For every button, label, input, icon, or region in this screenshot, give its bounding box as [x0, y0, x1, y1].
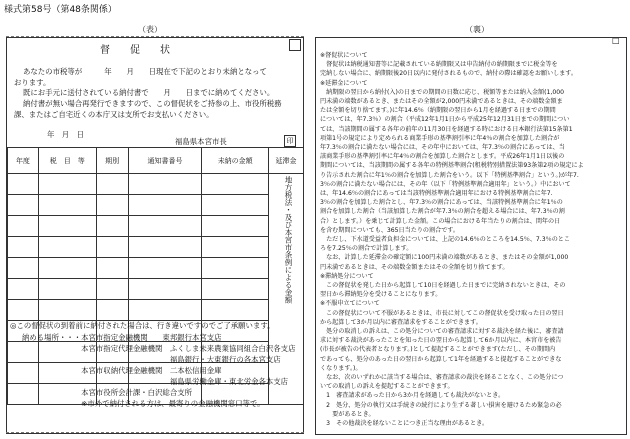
body-line: 求に対する裁決があったことを知った日の翌日から起算して6か月以内に、本宮市を被告 [320, 337, 562, 345]
issue-date: 年 月 日 [47, 130, 84, 139]
body-line: 割合を加算した割合（当該加算した割合が年7.3％の割合を超える場合には、年7.3％の割 [320, 208, 565, 216]
section-heading: ※延滞金について [320, 79, 368, 87]
table-cell [38, 237, 96, 258]
body-line: 3％の割合を加算した割合とし、年7.3％の割合にあっては、当該特例基準割合に年1％の [320, 199, 563, 207]
body-line: 1 審査請求があった日から3か月を経過しても裁決がないとき。 [320, 392, 505, 400]
body-line: り告示された割合に年1％の割合を加算した割合をいう。以下「特例基準割合」という。)が年7. [320, 171, 579, 179]
body-line: 合）とします。）を乗じて計算した金額。この場合における年当たりの割合は、閏年の日 [320, 217, 561, 225]
header-unpaid-amount: 未納の金額 [202, 148, 269, 174]
body-line: から起算して3か月以内に審査請求をすることができます。 [320, 318, 482, 326]
paragraph-line: あなたの市税等が 年 月 日現在で下記のとおり未納となって [23, 67, 267, 76]
body-line: であっても、処分のあった日の翌日から起算して1年を経過すると提起することができな [320, 355, 562, 363]
body-line: たは全額を切り捨てます。)に年14.6％（納期限の翌日から1月を経過する日までの期間 [320, 107, 556, 115]
table-cell [202, 279, 269, 300]
section-heading: ※滞納処分について [320, 272, 374, 280]
table-cell [202, 300, 269, 321]
body-line: 督促状は納税通知書等に記載されている納期限又は申告納付の納期限までに税金等を [320, 61, 558, 69]
footer-line: 納める場所・・・本宮市指定金融機関 東邦銀行本宮支店 [22, 333, 222, 342]
table-row [8, 279, 304, 300]
notice-title: 督 促 状 [100, 45, 175, 56]
issuer-name: 福島県本宮市長 [175, 137, 227, 146]
back-side-label: （裏） [465, 25, 489, 34]
section-heading: ※督促状について [320, 52, 368, 59]
table-cell [128, 300, 202, 321]
header-fiscal-year: 年度 [8, 148, 39, 174]
footer-line: 福島県労働金庫・東北労金各本支店 [22, 377, 289, 386]
table-cell [96, 300, 128, 321]
footer-line: 本宮市役所会計課・白沢総合支所 [22, 388, 192, 397]
table-row [8, 195, 304, 216]
body-line: この督促状について不服があるときは、市長に対してこの督促状を受け取った日の翌日 [320, 309, 564, 317]
paragraph-line: 既にお手元に送付されている納付書で 月 日までに納めてください。 [23, 88, 275, 97]
body-line: 円未満の端数があるとき、またはその全額が2,000円未満であるときは、その端数金額ま [320, 98, 563, 105]
table-cell [128, 195, 202, 216]
body-line: 納期限の翌日から納付(入)の日までの期間の日数に応じ、税額等または納入金額(1,000 [320, 88, 564, 96]
body-line: 3 その他裁決を経ないことにつき正当な理由があるとき。 [320, 420, 489, 427]
body-line: なお、次のいずれかに該当する場合は、審査請求の裁決を経ることなく、この処分につ [320, 374, 564, 381]
body-line: 該商業手形の基準割引率に年4％の割合を加算した割合とします。平成26年1月1日以後の [320, 153, 565, 161]
table-cell [38, 279, 96, 300]
body-line: 円未満であるときは、その端数金額またはその全額を切り捨てます。 [320, 263, 509, 271]
table-row [8, 258, 304, 279]
body-line: 要があるとき。 [320, 410, 375, 418]
footer-line: 本宮市指定代理金融機関 ふくしま未来農業協同組合白沢各支店 [22, 344, 296, 353]
table-cell [8, 216, 39, 237]
corner-mark: □ [612, 36, 620, 45]
table-cell [96, 258, 128, 279]
footer-line: ◎この督促状の到着前に納付された場合は、行き違いですのでご了承願います。 [10, 321, 275, 330]
header-period: 期別 [96, 148, 128, 174]
table-cell [38, 195, 96, 216]
form-number: 様式第58号（第48条関係） [4, 5, 117, 15]
body-line: 年7.3％の割合に満たない場合には、その年中においては、年7.3％の割合にあっては、当 [320, 144, 565, 151]
body-line: ろを7.25％の割合で計算します。 [320, 245, 413, 253]
body-line: については、年7.3％）の割合（平成12年1月1日から平成25年12月31日までの期間につい [320, 116, 570, 124]
table-cell [96, 216, 128, 237]
footer-line: ※市外で納付される方は、最寄りの金融機関窓口等で。 [22, 399, 265, 408]
table-cell [96, 174, 128, 195]
body-line: 翌日から滞納処分を受けることになります。 [320, 291, 442, 299]
header-notice-number: 通知書番号 [128, 148, 202, 174]
body-line: は、年14.6％の割合にあっては当該特例基準割合適用年における特例基準割合に年7. [320, 190, 553, 197]
front-side-label: （表） [138, 25, 162, 34]
table-cell [202, 216, 269, 237]
table-row [8, 174, 304, 195]
header-late-charge: 延滞金 [269, 148, 304, 174]
table-row [8, 300, 304, 321]
body-line: くなります。)。 [320, 364, 362, 372]
paragraph-line: おります。 [14, 78, 51, 87]
header-tax-item: 税 目 等 [38, 148, 96, 174]
table-cell [8, 300, 39, 321]
table-cell [128, 237, 202, 258]
table-cell [8, 258, 39, 279]
table-cell [96, 279, 128, 300]
table-header-row [8, 148, 304, 174]
body-line: この督促状を発した日から起算して10日を経過した日までに完納されないときは、その [320, 282, 566, 289]
table-row [8, 237, 304, 258]
body-line: 完納しない場合に、納期限後20日以内に発付されるもので、納付の際は確認をお願いします。 [320, 70, 577, 78]
late-charge-note: 地方税法・及び本宮市条例による金額 [284, 176, 293, 304]
body-line: 処分の取消しの訴えは、この処分についての審査請求に対する裁決を経た後に、審査請 [320, 328, 564, 335]
table-cell [202, 195, 269, 216]
table-cell [128, 174, 202, 195]
table-cell [8, 174, 39, 195]
footer-line: 福島銀行・大東銀行の各本宮支店 [22, 355, 281, 364]
paragraph-line: 課、またはご自宅近くの本庁又は支所でお支払いください。 [14, 110, 214, 119]
table-cell [8, 237, 39, 258]
perforation-bottom [6, 432, 304, 433]
table-cell [202, 237, 269, 258]
table-cell [38, 258, 96, 279]
paragraph-line: 納付書が無い場合再発行できますので、この督促状をご持参の上、市役所税務 [23, 99, 282, 108]
table-cell [38, 174, 96, 195]
body-line: ては、当該期間の属する各年の前年の11月30日を経過する時における日本銀行法第15条第1 [320, 125, 573, 133]
footer-line: 本宮市収納代理金融機関 二本松信用金庫 [22, 366, 222, 375]
table-row [8, 216, 304, 237]
body-line: 3％の割合に満たない場合には、その年（以下「特例基準割合適用年」という。）中において [320, 180, 571, 188]
body-line: ただし、下水道受益者負担金については、上記の14.6％のところを14.5％、7.3％のとこ [320, 236, 570, 243]
body-line: 2 処分、処分の執行又は手続きの続行により生ずる著しい損害を避けるため緊急の必 [320, 401, 562, 409]
body-line: 期間については、当該期間の属する各年の特例基準割合(租税特別措置法第93条第2項の規定によ [320, 162, 584, 170]
table-cell [38, 300, 96, 321]
body-line: 項第1号の規定により定められる商業手形の基準割引率に年4％の割合を加算した割合が [320, 134, 560, 142]
body-line: (市長が被告の代表者となります。)として提起することができます(ただし、その期間内 [320, 346, 556, 354]
table-cell [96, 237, 128, 258]
body-line: を含む期間についても、365日当たりの割合です。 [320, 226, 459, 234]
official-seal-mark: 印 [284, 135, 296, 147]
table-cell [38, 216, 96, 237]
table-cell [8, 195, 39, 216]
table-cell [202, 258, 269, 279]
table-cell [128, 216, 202, 237]
table-cell [128, 279, 202, 300]
perforation-top [6, 36, 304, 37]
table-cell [8, 279, 39, 300]
table-cell [96, 195, 128, 216]
section-heading: ※不服申立てについて [320, 300, 380, 308]
body-line: なお、計算した延滞金の確定額に100円未満の端数があるとき、またはその金額が1,000 [320, 254, 569, 262]
seal-box-top [289, 39, 301, 51]
body-line: いての取消しの訴えを提起することができます。 [320, 383, 454, 391]
table-cell [202, 174, 269, 195]
table-cell [128, 258, 202, 279]
